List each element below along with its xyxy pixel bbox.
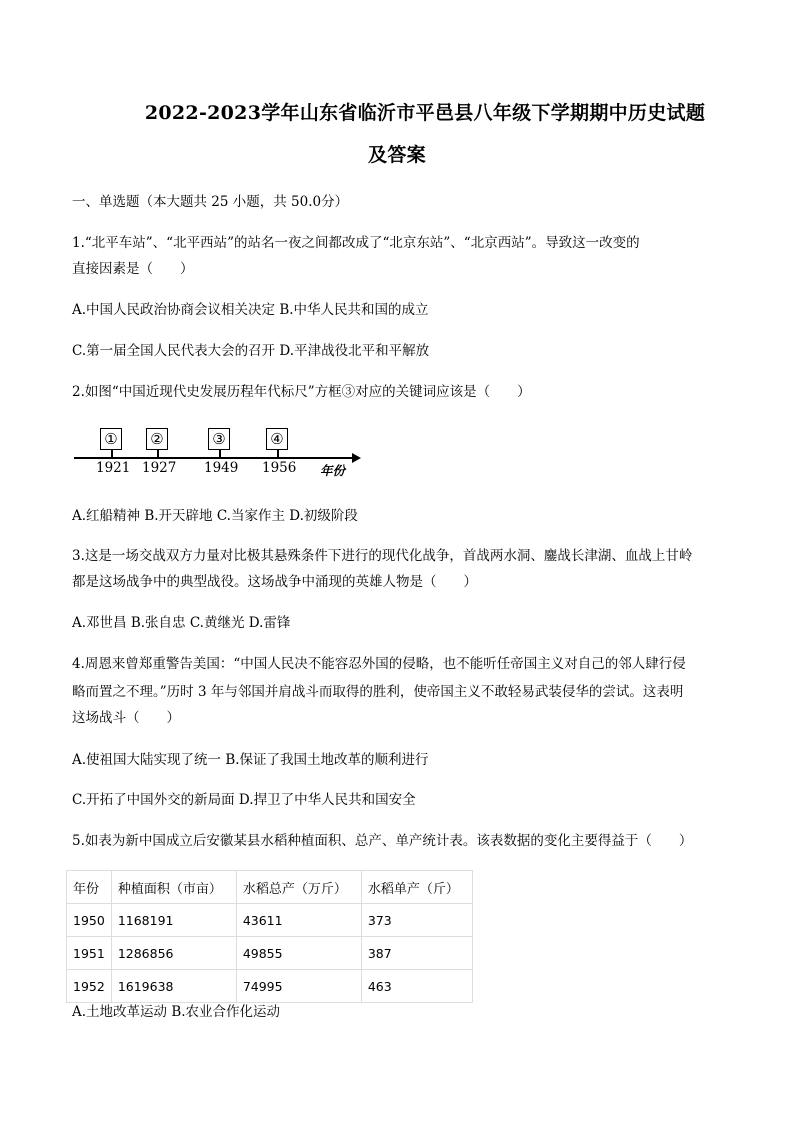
q1-stem-line1: 1.“北平车站”、“北平西站”的站名一夜之间都改成了“北京东站”、“北京西站”。导致这一改变的 xyxy=(72,235,640,251)
table-cell: 43611 xyxy=(236,904,361,937)
timeline-connector xyxy=(111,450,113,457)
q1-options-row2: C.第一届全国人民代表大会的召开 D.平津战役北平和平解放 xyxy=(72,343,430,359)
timeline-connector xyxy=(219,450,221,457)
table-row xyxy=(67,904,473,937)
document-title-line1: 2022-2023学年山东省临沂市平邑县八年级下学期期中历史试题 xyxy=(144,102,706,124)
timeline-year: 1921 xyxy=(96,460,131,476)
q1-options-row1: A.中国人民政治协商会议相关决定 B.中华人民共和国的成立 xyxy=(72,302,429,318)
timeline-year: 1927 xyxy=(142,460,177,476)
timeline-axis xyxy=(74,457,354,459)
q5-options-row1: A.土地改革运动 B.农业合作化运动 xyxy=(72,1004,281,1020)
q4-options-row1: A.使祖国大陆实现了统一 B.保证了我国土地改革的顺利进行 xyxy=(72,752,429,768)
q2-stem: 2.如图“中国近现代史发展历程年代标尺”方框③对应的关键词应该是（ ） xyxy=(72,384,531,400)
table-header-cell: 水稻单产（斤） xyxy=(361,871,472,904)
timeline-box-2: ② xyxy=(146,428,168,450)
q3-stem-line1: 3.这是一场交战双方力量对比极其悬殊条件下进行的现代化战争，首战两水洞、鏖战长津湖、血战上甘岭 xyxy=(72,548,693,564)
timeline-box-3: ③ xyxy=(208,428,230,450)
table-cell: 1168191 xyxy=(111,904,236,937)
table-cell: 1952 xyxy=(67,970,112,1003)
q4-stem-line1: 4.周恩来曾郑重警告美国：“中国人民决不能容忍外国的侵略，也不能听任帝国主义对自己的邻人肆行侵 xyxy=(72,656,686,672)
q5-stem: 5.如表为新中国成立后安徽某县水稻种植面积、总产、单产统计表。该表数据的变化主要得益于（ ） xyxy=(72,833,693,849)
timeline-box-1: ① xyxy=(100,428,122,450)
section-heading: 一、单选题（本大题共 25 小题，共 50.0分） xyxy=(72,194,349,210)
table-header-row xyxy=(67,871,473,904)
timeline-arrow-icon xyxy=(352,453,361,463)
q4-options-row2: C.开拓了中国外交的新局面 D.捍卫了中华人民共和国安全 xyxy=(72,792,416,808)
table-cell: 1619638 xyxy=(111,970,236,1003)
q3-options: A.邓世昌 B.张自忠 C.黄继光 D.雷锋 xyxy=(72,615,291,631)
table-cell: 1950 xyxy=(67,904,112,937)
table-header-cell: 种植面积（市亩） xyxy=(111,871,236,904)
document-title-line2: 及答案 xyxy=(368,144,426,166)
table-cell: 74995 xyxy=(236,970,361,1003)
q3-stem-line2: 都是这场战争中的典型战役。这场战争中涌现的英雄人物是（ ） xyxy=(72,574,477,590)
table-cell: 1286856 xyxy=(111,937,236,970)
q2-options: A.红船精神 B.开天辟地 C.当家作主 D.初级阶段 xyxy=(72,508,358,524)
timeline-connector xyxy=(277,450,279,457)
timeline-year: 1956 xyxy=(262,460,297,476)
table-row xyxy=(67,970,473,1003)
table-cell: 1951 xyxy=(67,937,112,970)
table-header-cell: 年份 xyxy=(67,871,112,904)
table-cell: 373 xyxy=(361,904,472,937)
timeline-connector xyxy=(157,450,159,457)
q2-timeline-figure xyxy=(72,420,372,480)
table-header-cell: 水稻总产（万斤） xyxy=(236,871,361,904)
table-cell: 49855 xyxy=(236,937,361,970)
table-cell: 463 xyxy=(361,970,472,1003)
q5-statistics-table xyxy=(66,870,473,1003)
timeline-box-4: ④ xyxy=(266,428,288,450)
timeline-axis-label: 年份 xyxy=(320,463,346,478)
q4-stem-line3: 这场战斗（ ） xyxy=(72,710,180,726)
q4-stem-line2: 略而置之不理。”历时 3 年与邻国并肩战斗而取得的胜利，使帝国主义不敢轻易武装侵华的尝试。这表明 xyxy=(72,684,684,700)
table-cell: 387 xyxy=(361,937,472,970)
table-row xyxy=(67,937,473,970)
q1-stem-line2: 直接因素是（ ） xyxy=(72,261,194,277)
timeline-year: 1949 xyxy=(204,460,239,476)
